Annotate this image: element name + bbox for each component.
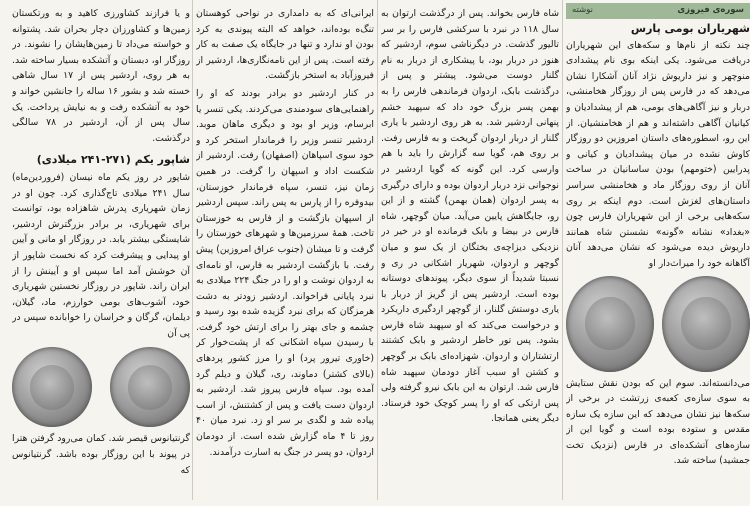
paragraph: شاپور در روز یکم ماه نیسان (فروردین‌ماه) سال ۲۴۱ میلادی تاج‌گذاری کرد. چون او در زمان شهریاری پدرش شاهزاده بود، توانست برای شهریاری، بر برادر بزرگترش اردشیر، شایستگی بیشتر یابد. در روزگار او مانی و آیین او پیدایی و پیشرفت کرد که نخست شاپور از آن خوشش آمد اما سپس او و آیینش را از ایران راند. شاپور در روزگار نخستین شهریاری خود، آشوب‌های بومی خوارزم، ماد، گیلان، دیلمان، گرگان و خراسان را خوابانده سپس در پی آن — [12, 171, 190, 339]
coin-image-portrait — [662, 276, 750, 372]
section-heading: شاپور یکم (۲۷۱-۲۴۱ میلادی) — [36, 153, 190, 167]
column-3 — [196, 6, 374, 506]
coin-image-fire-altar — [110, 347, 190, 427]
article-title: شهریاران بومی پارس — [630, 22, 750, 35]
paragraph: چند نکته از نام‌ها و سکه‌های این شهریاران دریافت می‌شود. یکی اینکه بوی نام پیشدادی منوچهر و نیز داریوش نژاد آنان آشکارا نشان می‌دهد که در فارس پس از روزگار هخامنشی، دربار و نیز آگاهی‌های بومی، هم از پیشدادیان و کیانیان آگاهی داشته‌اند و هم از هخامنشیان. از این رو، اسطوره‌های داستان امروزین دو روزگار کاوش نشده در میان پیشدادیان و کیانی و پدرایین (ختومهم) بودن ساسانیان در ساخت آنان از روی روزگار ماد و هخامنشی سراسر داستان‌های لغزش است. دوم اینکه بر روی سکه‌هایی برخی از این شهریاران فارس چون «بغداد» نشانه «گونه» نشستن شاه همانند داریوش دیده می‌شود که نشان می‌دهد آنان آگاهانه خود را میراث‌دار او — [566, 39, 750, 269]
paragraph: شاه فارس بخواند. پس از درگذشت ارتوان به سال ۱۱۸ در نبرد با سرکشی فارس را بر سر تالیور گذشت. در دیگرناشی سوم، اردشیر که هنوز در دربار بود، با پیشکاری از دربار به نام گلنار دوست می‌شود. پیشتر و پس از درگذشت بابک، اردوان فرماندهی فارس را به بهمن پسر بزرگ خود داد که سپهبد خشم پنهانی اردشیر شد. به هر روی اردشیر با یاری گلنار از دربار اردوان گریخت و به فارس رفت. بر روی هم، گویا سه گزارش را باید با هم وارسی کرد. این گونه که گویا اردشیر در نوجوانی نزد دربار اردوان بوده و دارای درگیری به پسر اردوان (همان بهمن) گشته و از این رو، جایگاهش پایین می‌آید. میان گوچهر، شاه فارس در بیضا و بابک فرمانده او در خیر در نزدیکی دیزاچه‌ی بختگان از یک سو و میان گوچهر و اردوان، شهریار اشکانی در ری و نسبتا شدیداً از سوی دیگر، پیوندهای دوستانه بوده است. اردشیر پس از گریز از دربار با یاری دوستش گلنار، از گوچهر اردگیری داریکرد و درخواست می‌کند که او سپهبد شاه فارس بشود. پس تور خاطر اردشیر و بابک کشتند ارتشتاران و اردوان. شهزاده‌ای بابک بر گوچهر و کشتن او سبب آغاز دودمان سپهبد شاه فارس شد. ارتوان به این بابک نیرو گرفته ولی پس ارتکی که او را پسر کوچک خود فرستاد. دیگر یعنی همانجا. — [381, 8, 559, 425]
section-header — [566, 3, 750, 19]
paragraph: در کنار اردشیر دو برادر بودند که او را راهنمایی‌های سودمندی می‌کردند. یکی تنسر یا ابرسام، وزیر او بود و دیگری ماهان موبد. اردشیر تنسر وزیر را فرماندار استخر کرد و خود سوی اسپاهان (اصفهان) رفت. اردشیر از شکست اداد و اسپهان را گرفت. در همین زمان نیز، تنسر، سپاه فرماندار خوزستان، بیدوفره را از پارس به پس راند. سپس اردشیر از اسپهان بازگشت و از فارس به خوزستان تاخت. همهٔ سرزمین‌ها و شهرهای خوزستان را گرفت و تا میشان (جنوب عراق امروزین) پیش رفت. با بازگشت اردشیر به فارس، او نامه‌ای به اردوان نوشت و او را در جنگ ۲۲۴ میلادی به نبرد پایانی فراخواند. اردشیر زودتر به دشت هرمزگان که برای نبرد گزیده شده بود رسید و چشمه و جای بهتر را برای ارتش خود گرفت. با رسیدن سپاه اشکانی که از پشت‌خوار کر (خاوری تیرور پرد) او را مرز کشور پردهای (بالای کشتر) دماوند، ری، گیلان و دیلم گرد آمده بود. سپاه فارس پیروز شد. اردشیر به اردوان دست یافت و پس از کشتنش، از اسب پیاده شد و لگدی بر سر او زد. نبرد میان ۴۰ روز تا ۴ ماه گزارش شده است. از دودمان اردوان، دو پسر در جنگ به اسارت درآمدند. — [196, 87, 374, 458]
section-label: نوشته — [572, 5, 594, 16]
coin-image-temple — [566, 276, 654, 372]
coin-images — [12, 347, 190, 427]
section-name: سوره‌ی فیروزی — [677, 5, 744, 16]
paragraph: و یا فرازند کشاورزی کاهید و به ورتکستان زمین‌ها و کشاورزان دچار بحران شد. پشتوانه و خواسته می‌داد تا زمین‌هایشان را نشوند. در روزگار او، دبستان و آتشکده بسیار ساخته شد. به هر روی، اردشیر پس از ۱۷ سال شاهی خسته شد و بشور ۱۶ ساله را جانشین خواند و خود به آتشکده رفت و به نیایش پرداخت. یک سال پس از آن، اردشیر در ۷۸ سالگی درگذشت. — [12, 8, 190, 144]
paragraph: ایرانی‌ای که به دامداری در نواحی کوهستان تنگ‌ه بوده‌اند، خواهد که البته پیوندی به کرد بودن او ندارد و تنها در جایگاه یک صفت به کار رفته است. پس از این نامه‌نگاری‌ها، اردشیر از فیروزآباد به استخر بازگشت. — [196, 8, 374, 82]
column-4 — [12, 6, 190, 506]
coin-image-shapur — [12, 347, 92, 427]
column-2 — [381, 6, 559, 506]
coin-images — [566, 276, 750, 372]
paragraph: می‌دانسته‌اند. سوم این که بودن نقش ستایش به سوی سازه‌ی کعبه‌ی زرتشت در برخی از سکه‌ها نیز نشان می‌دهد که این سازه یک سازه مقدس و ستوده بوده است و گویا این از سازه‌های آتشکده‌ای در فارس (نزدیک تخت جمشید) ساخته شد. — [566, 377, 750, 467]
column-1 — [566, 0, 750, 500]
paragraph: گرنتیانوس قیصر شد. کمان می‌رود گرفتن هترا در پیوند با این روزگار بوده باشد. گرنتیانوس که — [12, 433, 190, 476]
